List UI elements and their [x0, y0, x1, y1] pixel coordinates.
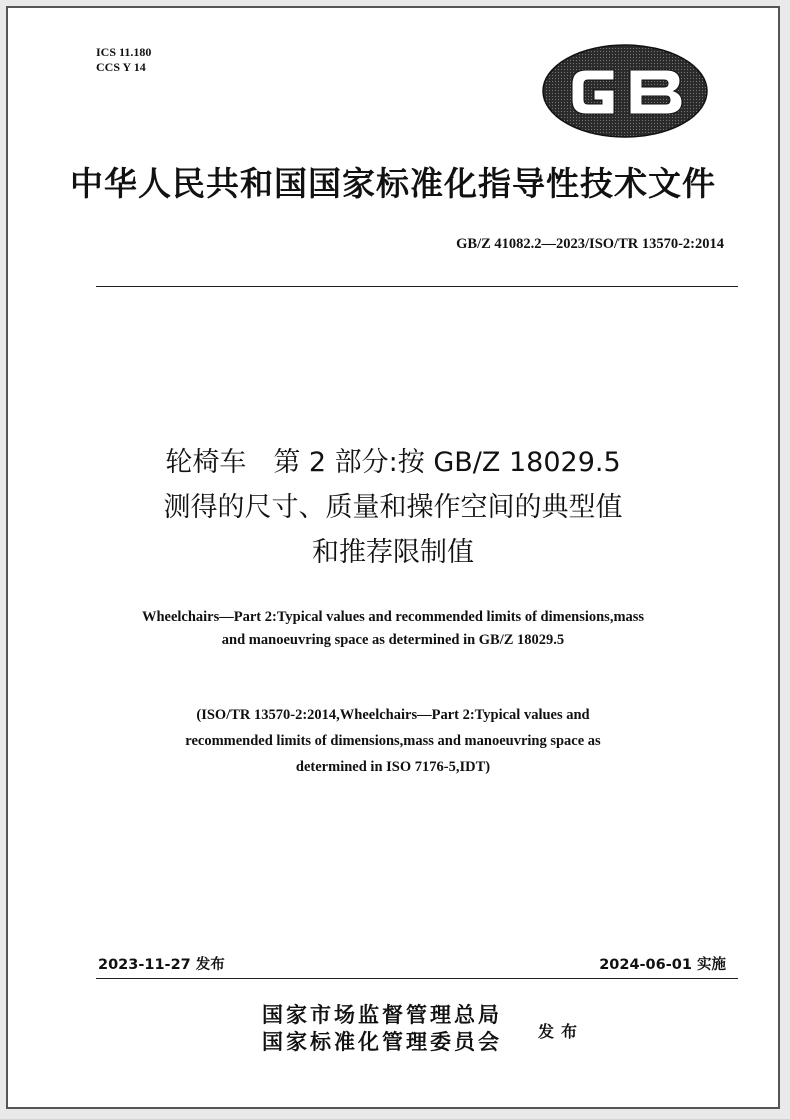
publishers [262, 1002, 502, 1056]
publisher-2: 国家标准化管理委员会 [262, 1030, 502, 1054]
english-title-line-1: Wheelchairs—Part 2:Typical values and recommended limits of dimensions,mass [141, 609, 645, 625]
publish-label: 发布 [538, 1022, 585, 1041]
gb-logo [542, 44, 708, 138]
chinese-title [8, 440, 778, 575]
classification-codes [96, 45, 151, 75]
chinese-title-line-2: 测得的尺寸、质量和操作空间的典型值 [163, 492, 623, 523]
document-type-title: 中华人民共和国国家标准化指导性技术文件 [70, 164, 716, 203]
bottom-divider [96, 978, 738, 979]
implementation-date: 2024-06-01 实施 [599, 957, 726, 973]
issue-date: 2023-11-27 发布 [98, 957, 225, 973]
chinese-title-line-3: 和推荐限制值 [312, 537, 474, 568]
ics-code: ICS 11.180 [96, 45, 152, 59]
document-page [6, 6, 780, 1109]
iso-reference-line-2: recommended limits of dimensions,mass and manoeuvring space as [185, 733, 601, 749]
chinese-title-line-1: 轮椅车 第 2 部分:按 GB/Z 18029.5 [165, 447, 621, 478]
iso-reference-line-3: determined in ISO 7176-5,IDT) [295, 759, 491, 775]
standard-number: GB/Z 41082.2—2023/ISO/TR 13570-2:2014 [456, 236, 724, 252]
iso-reference-line-1: (ISO/TR 13570-2:2014,Wheelchairs—Part 2:Typical values and [196, 707, 590, 723]
publisher-1: 国家市场监督管理总局 [262, 1003, 502, 1027]
ccs-code: CCS Y 14 [96, 60, 146, 74]
english-title-line-2: and manoeuvring space as determined in GB/Z 18029.5 [221, 632, 565, 648]
english-title [8, 606, 778, 652]
iso-reference [8, 702, 778, 780]
top-divider [96, 286, 738, 287]
